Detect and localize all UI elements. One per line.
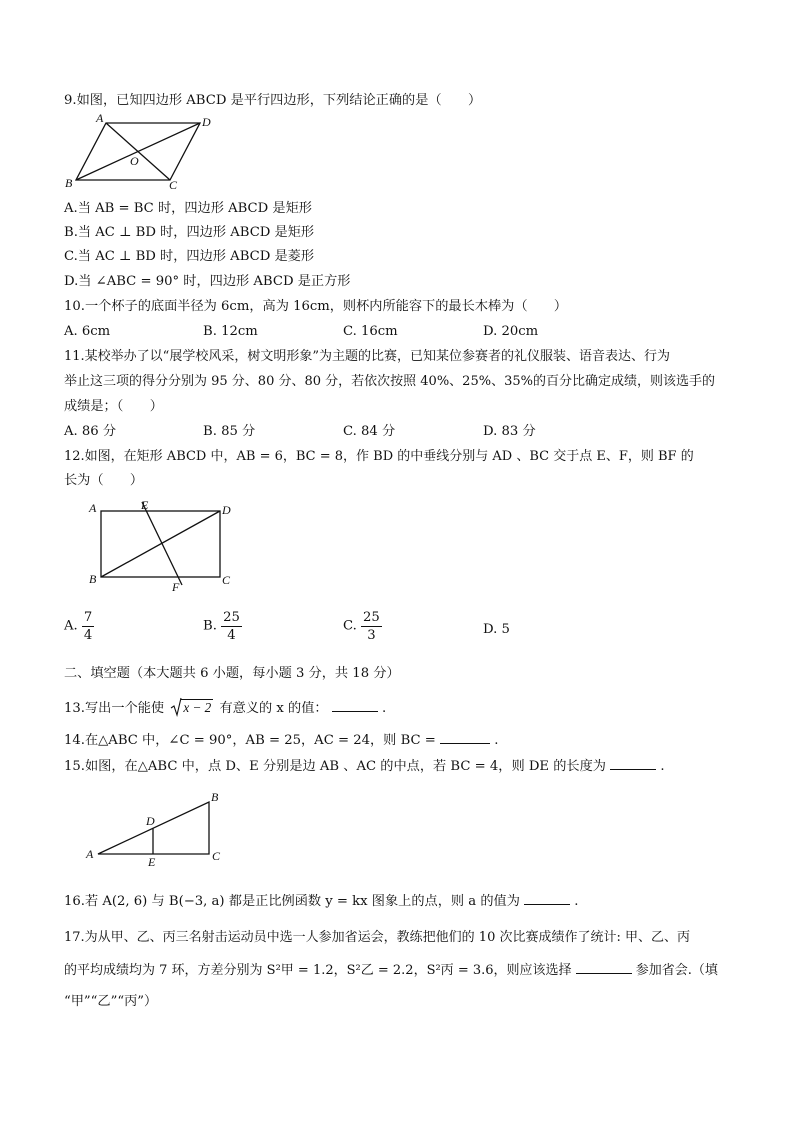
q15-answer-blank[interactable] <box>610 757 656 770</box>
q11-stem-line1: 11.某校举办了以“展学校风采，树文明形象”为主题的比赛，已知某位参赛者的礼仪服装、语音表达、行为 <box>64 349 670 364</box>
q16-end: . <box>574 894 579 909</box>
q12-option-b-letter: B. <box>203 618 217 634</box>
q12-stem-line1: 12.如图，在矩形 ABCD 中，AB = 6，BC = 8，作 BD 的中垂线分别与 AD 、BC 交于点 E、F，则 BF 的 <box>64 449 694 464</box>
q17-line2 <box>64 961 718 980</box>
q12-option-a-fraction <box>82 609 94 644</box>
q17-line1: 17.为从甲、乙、丙三名射击运动员中选一人参加省运会，教练把他们的 10 次比赛成绩作了统计: 甲、乙、丙 <box>64 930 690 945</box>
q12-option-c-letter: C. <box>343 618 357 634</box>
q14-text: 14.在△ABC 中，∠C = 90°，AB = 25，AC = 24，则 BC = <box>64 733 436 748</box>
q9-option-d: D.当 ∠ABC = 90° 时，四边形 ABCD 是正方形 <box>64 274 351 289</box>
q13-answer-blank[interactable] <box>332 699 378 712</box>
q17-line3: “甲”“乙”“丙”） <box>64 994 158 1009</box>
q17-answer-blank[interactable] <box>576 961 632 974</box>
q15-label-c: C <box>212 849 221 863</box>
q13-radical-sign <box>170 697 182 717</box>
q12-option-c-denominator: 3 <box>367 628 376 643</box>
q15-label-a: A <box>86 847 94 861</box>
q14-line <box>64 731 498 750</box>
q12-option-c <box>343 609 382 644</box>
q12-option-a-letter: A. <box>64 618 78 634</box>
q12-label-b: B <box>89 572 97 586</box>
q17-line2-after: 参加省会.（填 <box>635 963 718 978</box>
q12-option-c-fraction <box>361 609 382 644</box>
q12-label-c: C <box>222 573 231 587</box>
q10-option-c: C. 16cm <box>343 324 398 339</box>
q10-option-d: D. 20cm <box>483 324 539 339</box>
q16-text: 16.若 A(2, 6) 与 B(−3, a) 都是正比例函数 y = kx 图象上的点，则 a 的值为 <box>64 894 520 909</box>
q12-label-f: F <box>172 580 180 594</box>
q12-option-b-fraction <box>221 609 242 644</box>
q14-end: . <box>494 733 499 748</box>
q15-end: . <box>660 759 665 774</box>
q13-radicand: x − 2 <box>183 700 212 715</box>
q11-option-d: D. 83 分 <box>483 424 536 439</box>
q12-option-a-denominator: 4 <box>83 628 93 643</box>
q10-stem: 10.一个杯子的底面半径为 6cm，高为 16cm，则杯内所能容下的最长木棒为（ ） <box>64 299 568 314</box>
q9-label-o: O <box>130 154 139 168</box>
q17-line2-before: 的平均成绩均为 7 环，方差分别为 S²甲 = 1.2，S²乙 = 2.2，S²丙 = 3.6，则应该选择 <box>64 963 572 978</box>
q12-stem-line2: 长为（ ） <box>64 473 144 488</box>
q13-suffix: 有意义的 x 的值： <box>219 701 328 716</box>
q12-option-b-denominator: 4 <box>227 628 236 643</box>
q11-option-c: C. 84 分 <box>343 424 396 439</box>
q9-option-a: A.当 AB = BC 时，四边形 ABCD 是矩形 <box>64 201 312 216</box>
q11-stem-line2: 举止这三项的得分分别为 95 分、80 分、80 分，若依次按照 40%、25%、35%的百分比确定成绩，则该选手的 <box>64 374 715 389</box>
q14-answer-blank[interactable] <box>440 731 490 744</box>
q12-option-d <box>483 621 510 639</box>
q12-diagonal-bd <box>101 511 220 577</box>
q15-label-e: E <box>148 855 156 868</box>
q15-label-b: B <box>211 790 219 804</box>
q13-radical <box>170 699 213 718</box>
q9-option-b: B.当 AC ⊥ BD 时，四边形 ABCD 是矩形 <box>64 225 315 240</box>
q11-option-b: B. 85 分 <box>203 424 256 439</box>
q9-label-c: C <box>169 178 178 192</box>
q9-parallelogram-figure <box>62 112 222 192</box>
q16-line <box>64 892 579 911</box>
q11-stem-line3: 成绩是；（ ） <box>64 399 163 414</box>
q9-stem: 9.如图，已知四边形 ABCD 是平行四边形，下列结论正确的是（ ） <box>64 93 482 108</box>
q12-label-d: D <box>222 503 231 517</box>
q9-label-a: A <box>96 112 104 125</box>
q12-perpendicular-bisector <box>142 502 182 585</box>
q9-option-c: C.当 AC ⊥ BD 时，四边形 ABCD 是菱形 <box>64 249 315 264</box>
q12-rectangle-figure <box>86 497 246 597</box>
q11-option-a: A. 86 分 <box>64 424 117 439</box>
q15-text: 15.如图，在△ABC 中，点 D、E 分别是边 AB 、AC 的中点，若 BC = 4，则 DE 的长度为 <box>64 759 606 774</box>
q12-option-b-numerator: 25 <box>223 610 240 625</box>
q15-line <box>64 757 665 776</box>
q13-prefix: 13.写出一个能使 <box>64 701 165 716</box>
q12-option-c-numerator: 25 <box>363 610 380 625</box>
q12-option-d-letter: D. <box>483 622 498 637</box>
q13-end: . <box>382 701 387 716</box>
q16-answer-blank[interactable] <box>524 892 570 905</box>
q12-option-b <box>203 609 242 644</box>
q12-label-e: E <box>141 498 149 512</box>
q15-label-d: D <box>146 814 155 828</box>
q15-triangle-figure <box>84 786 234 868</box>
q10-option-a: A. 6cm <box>64 324 111 339</box>
q12-label-a: A <box>89 501 97 515</box>
q9-label-b: B <box>65 176 73 190</box>
section2-heading: 二、填空题（本大题共 6 小题，每小题 3 分，共 18 分） <box>64 666 400 681</box>
q9-diagonal-bd <box>76 123 200 180</box>
q12-option-d-value: 5 <box>501 622 510 637</box>
q12-option-a-numerator: 7 <box>83 610 93 625</box>
q13-line <box>64 699 386 718</box>
q10-option-b: B. 12cm <box>203 324 258 339</box>
q12-option-a <box>64 609 94 644</box>
q9-label-d: D <box>202 115 211 129</box>
